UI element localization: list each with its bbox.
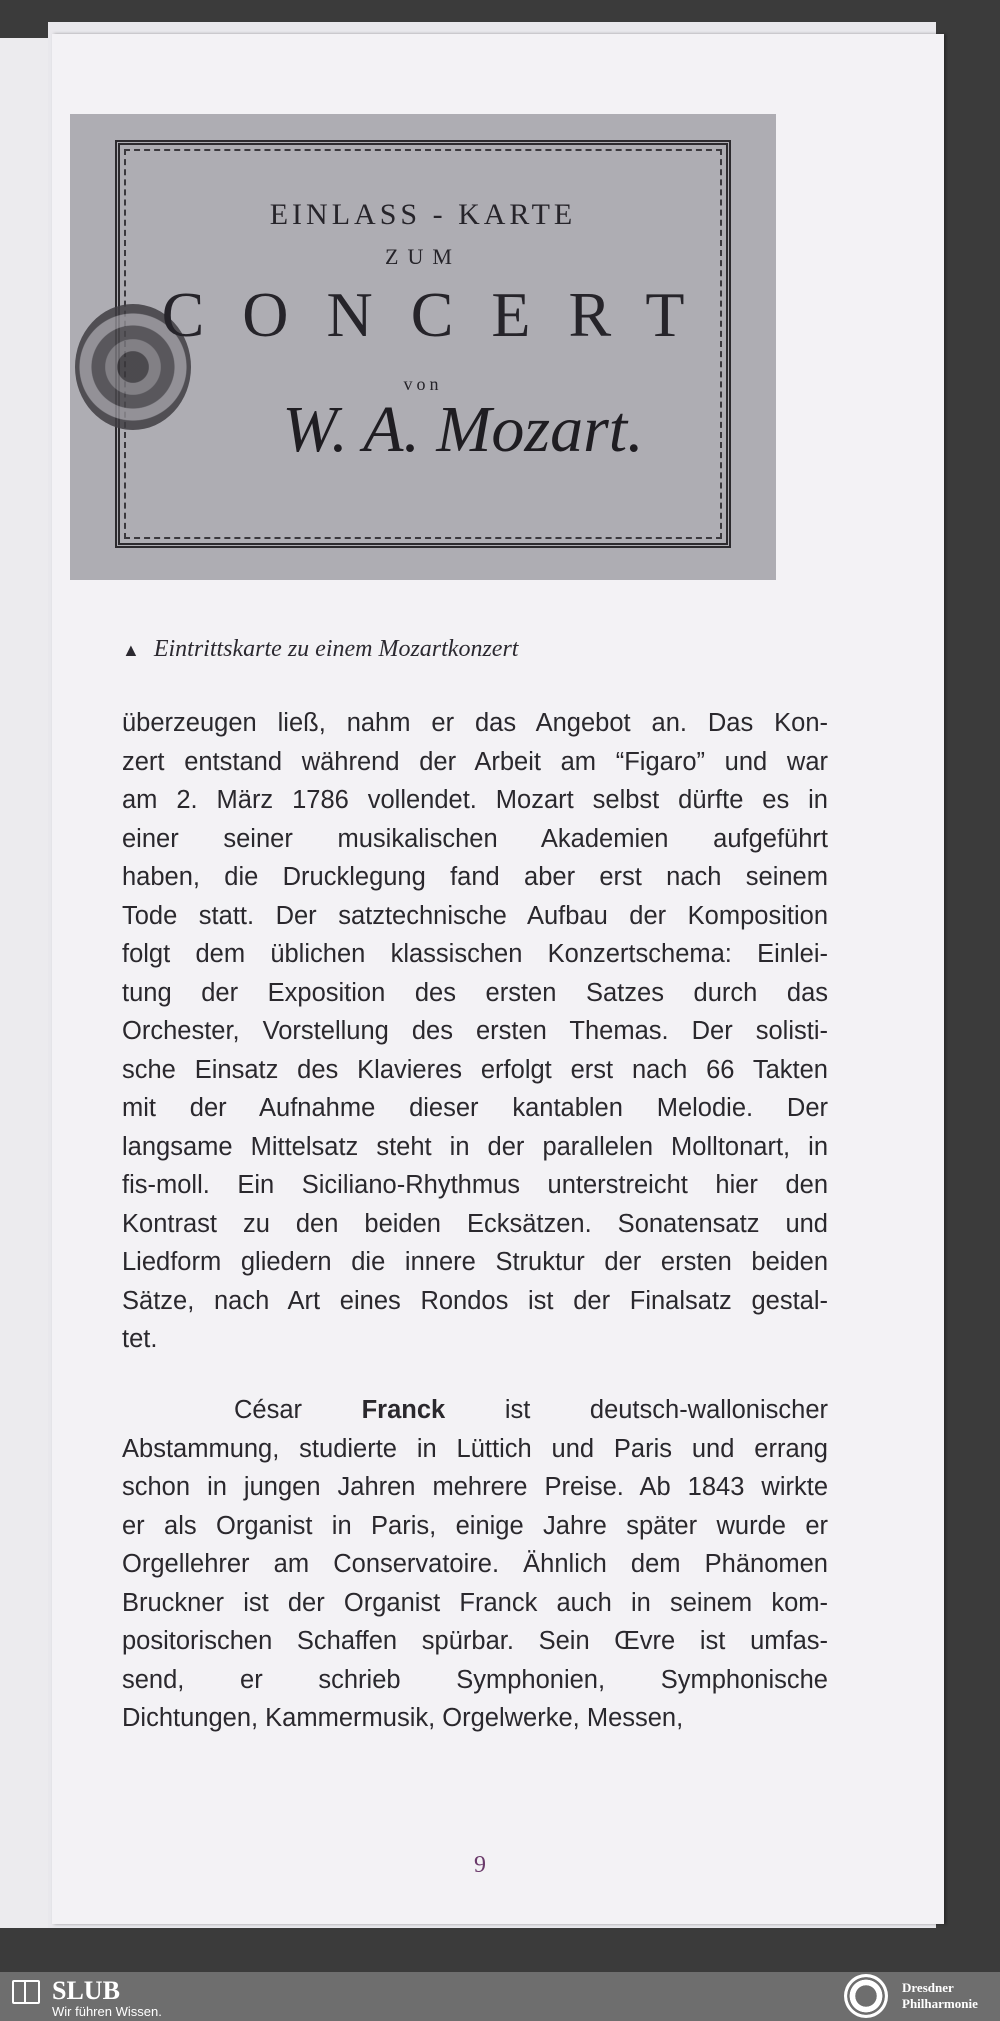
caption-text: Eintrittskarte zu einem Mozartkonzert <box>153 636 519 662</box>
ticket-line-concert: CONCERT <box>161 279 723 350</box>
paragraph-first-line <box>122 1391 828 1430</box>
caption-triangle-icon: ▲ <box>122 640 140 660</box>
text-line: tung der Exposition des ersten Satzes durch das <box>122 978 828 1007</box>
paragraph-mozart-concerto <box>122 704 828 1359</box>
text-line: positorischen Schaffen spürbar. Sein Œvre ist umfas- <box>122 1627 828 1655</box>
library-tagline: Wir führen Wissen. <box>52 2004 162 2019</box>
text-line: Liedform gliedern die innere Struktur der ersten beiden <box>122 1248 828 1276</box>
philharmonie-logo-icon <box>844 1974 888 2018</box>
partner-name-line2: Philharmonie <box>902 1996 978 2011</box>
ticket-illustration <box>70 114 776 580</box>
text-line: Bruckner ist der Organist Franck auch in seinem kom- <box>122 1588 828 1617</box>
text-line: sche Einsatz des Klavieres erfolgt erst nach 66 Takten <box>122 1055 828 1084</box>
paragraph-cesar-franck <box>122 1391 828 1738</box>
text-line: send, er schrieb Symphonien, Symphonische <box>122 1665 828 1694</box>
franck-first-line-end: ist deutsch-wallonischer <box>504 1396 828 1424</box>
text-line: haben, die Drucklegung fand aber erst nach seinem <box>122 863 828 891</box>
text-line: folgt dem üblichen klassischen Konzertschema: Einlei- <box>122 940 828 968</box>
text-line: Orgellehrer am Conservatoire. Ähnlich dem Phänomen <box>122 1550 828 1578</box>
text-line: langsame Mittelsatz steht in der parallelen Molltonart, in <box>122 1132 828 1161</box>
text-line: einer seiner musikalischen Akademien aufgeführt <box>122 824 828 853</box>
partner-name <box>902 1980 998 2012</box>
franck-surname: Franck <box>361 1396 446 1424</box>
text-line: fis-moll. Ein Siciliano-Rhythmus unterstreicht hier den <box>122 1171 828 1199</box>
text-line: mit der Aufnahme dieser kantablen Melodie. Der <box>122 1094 828 1122</box>
text-line: Orchester, Vorstellung des ersten Themas. Der solisti- <box>122 1017 828 1045</box>
ticket-line-mozart: W. A. Mozart. <box>282 393 644 466</box>
text-line: Sätze, nach Art eines Rondos ist der Finalsatz gestal- <box>122 1286 828 1315</box>
ticket-line-einlass-karte: EINLASS - KARTE <box>269 198 577 231</box>
franck-first-name: César <box>234 1396 303 1424</box>
ticket-line-zum: ZUM <box>385 244 461 269</box>
ticket-line-von: von <box>403 374 443 394</box>
text-line: Tode statt. Der satztechnische Aufbau der Komposition <box>122 901 828 930</box>
image-caption <box>122 636 782 663</box>
text-line: Dichtungen, Kammermusik, Orgelwerke, Messen, <box>122 1704 684 1732</box>
page-number: 9 <box>474 1852 486 1878</box>
text-line: am 2. März 1786 vollendet. Mozart selbst dürfte es in <box>122 786 828 814</box>
text-line: Kontrast zu den beiden Ecksätzen. Sonatensatz und <box>122 1209 828 1238</box>
text-line: zert entstand während der Arbeit am “Figaro” und war <box>122 747 828 776</box>
text-line: schon in jungen Jahren mehrere Preise. Ab 1843 wirkte <box>122 1473 828 1501</box>
text-line: tet. <box>122 1325 158 1353</box>
text-line: er als Organist in Paris, einige Jahre später wurde er <box>122 1511 828 1540</box>
partner-name-line1: Dresdner <box>902 1980 954 1995</box>
footer-bar <box>0 1972 1000 2021</box>
text-line: Abstammung, studierte in Lüttich und Paris und errang <box>122 1434 828 1463</box>
book-icon <box>12 1980 40 2004</box>
facing-page-edge <box>0 38 51 1928</box>
library-name: SLUB <box>52 1976 120 2005</box>
text-line: überzeugen ließ, nahm er das Angebot an. Das Kon- <box>122 709 828 737</box>
